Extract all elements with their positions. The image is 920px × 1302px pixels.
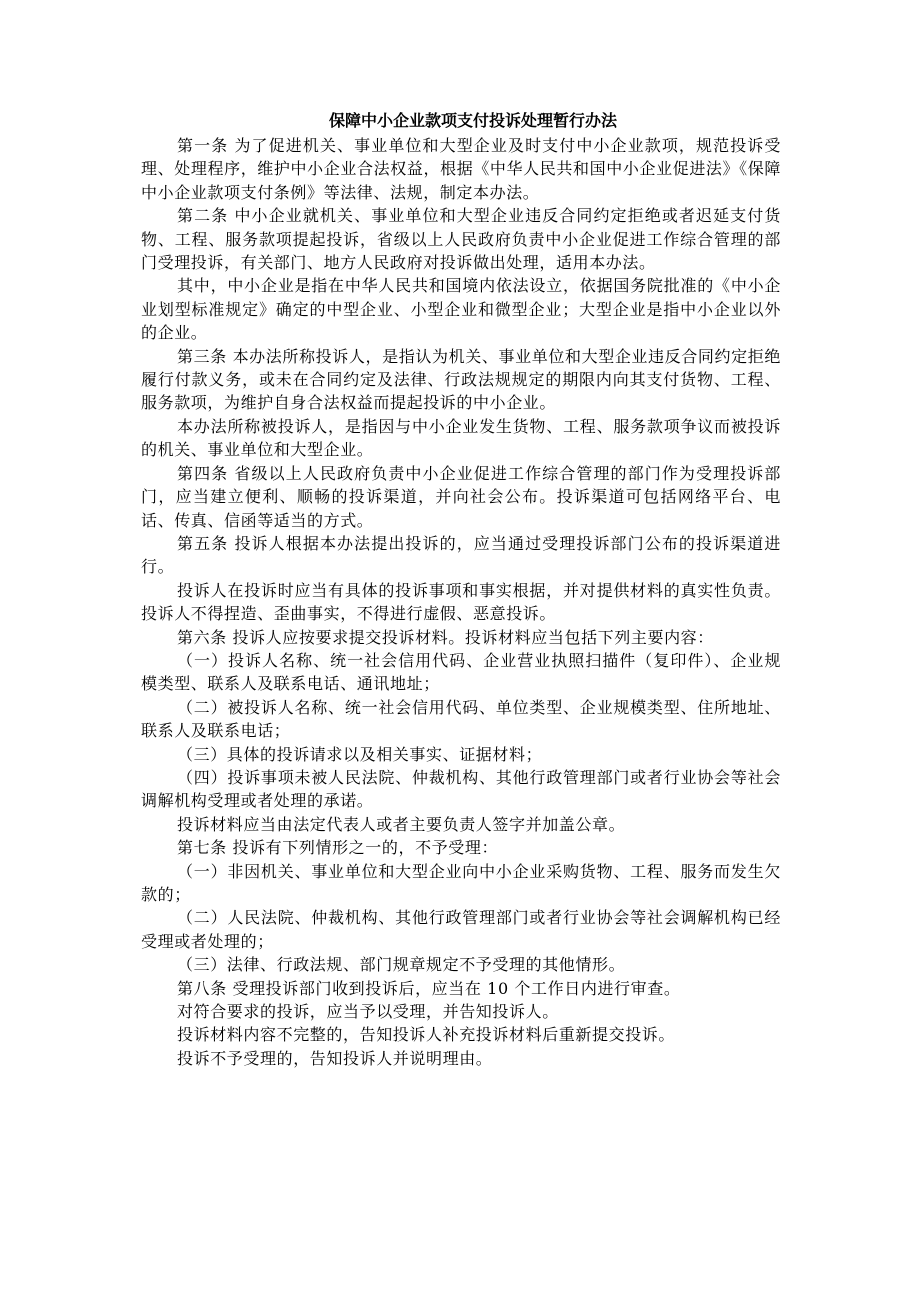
article-6-item-1: （一）投诉人名称、统一社会信用代码、企业营业执照扫描件（复印件）、企业规模类型、联系人及联系电话、通讯地址；	[141, 650, 781, 694]
article-2: 第二条 中小企业就机关、事业单位和大型企业违反合同约定拒绝或者迟延支付货物、工程、服务款项提起投诉，省级以上人民政府负责中小企业促进工作综合管理的部门受理投诉，有关部门、地方人民政府对投诉做出处理，适用本办法。	[141, 206, 781, 273]
article-7-item-1: （一）非因机关、事业单位和大型企业向中小企业采购货物、工程、服务而发生欠款的；	[141, 861, 781, 904]
article-4: 第四条 省级以上人民政府负责中小企业促进工作综合管理的部门作为受理投诉部门，应当建立便利、顺畅的投诉渠道，并向社会公布。投诉渠道可包括网络平台、电话、传真、信函等适当的方式。	[141, 463, 781, 530]
article-6-item-2: （二）被投诉人名称、统一社会信用代码、单位类型、企业规模类型、住所地址、联系人及联系电话；	[141, 697, 781, 741]
article-1: 第一条 为了促进机关、事业单位和大型企业及时支付中小企业款项，规范投诉受理、处理程序，维护中小企业合法权益，根据《中华人民共和国中小企业促进法》《保障中小企业款项支付条例》等法律、法规，制定本办法。	[141, 136, 781, 202]
article-8: 第八条 受理投诉部门收到投诉后，应当在 10 个工作日内进行审查。	[177, 978, 681, 998]
article-8-incomplete: 投诉材料内容不完整的，告知投诉人补充投诉材料后重新提交投诉。	[177, 1025, 676, 1045]
article-6-item-4: （四）投诉事项未被人民法院、仲裁机构、其他行政管理部门或者行业协会等社会调解机构受理或者处理的承诺。	[141, 767, 781, 811]
article-8-accept: 对符合要求的投诉，应当予以受理，并告知投诉人。	[177, 1002, 559, 1022]
article-7: 第七条 投诉有下列情形之一的，不予受理：	[177, 838, 499, 858]
article-6-signature: 投诉材料应当由法定代表人或者主要负责人签字并加盖公章。	[177, 814, 626, 834]
article-7-item-3: （三）法律、行政法规、部门规章规定不予受理的其他情形。	[177, 955, 626, 975]
article-2-definition: 其中，中小企业是指在中华人民共和国境内依法设立，依据国务院批准的《中小企业划型标准规定》确定的中型企业、小型企业和微型企业；大型企业是指中小企业以外的企业。	[141, 276, 781, 343]
article-5: 第五条 投诉人根据本办法提出投诉的，应当通过受理投诉部门公布的投诉渠道进行。	[141, 533, 781, 577]
article-7-item-2: （二）人民法院、仲裁机构、其他行政管理部门或者行业协会等社会调解机构已经受理或者处理的；	[141, 908, 781, 951]
article-8-reject: 投诉不予受理的，告知投诉人并说明理由。	[177, 1048, 493, 1068]
article-3: 第三条 本办法所称投诉人，是指认为机关、事业单位和大型企业违反合同约定拒绝履行付款义务，或未在合同约定及法律、行政法规规定的期限内向其支付货物、工程、服务款项，为维护自身合法权益而提起投诉的中小企业。	[141, 346, 781, 413]
article-6-item-3: （三）具体的投诉请求以及相关事实、证据材料；	[177, 744, 543, 764]
document-page	[141, 110, 781, 1070]
article-5-requirements: 投诉人在投诉时应当有具体的投诉事项和事实根据，并对提供材料的真实性负责。投诉人不得捏造、歪曲事实，不得进行虚假、恶意投诉。	[141, 580, 781, 624]
document-title: 保障中小企业款项支付投诉处理暂行办法	[328, 111, 617, 130]
article-6: 第六条 投诉人应按要求提交投诉材料。投诉材料应当包括下列主要内容：	[177, 627, 714, 647]
article-3-respondent: 本办法所称被投诉人，是指因与中小企业发生货物、工程、服务款项争议而被投诉的机关、事业单位和大型企业。	[141, 416, 781, 460]
